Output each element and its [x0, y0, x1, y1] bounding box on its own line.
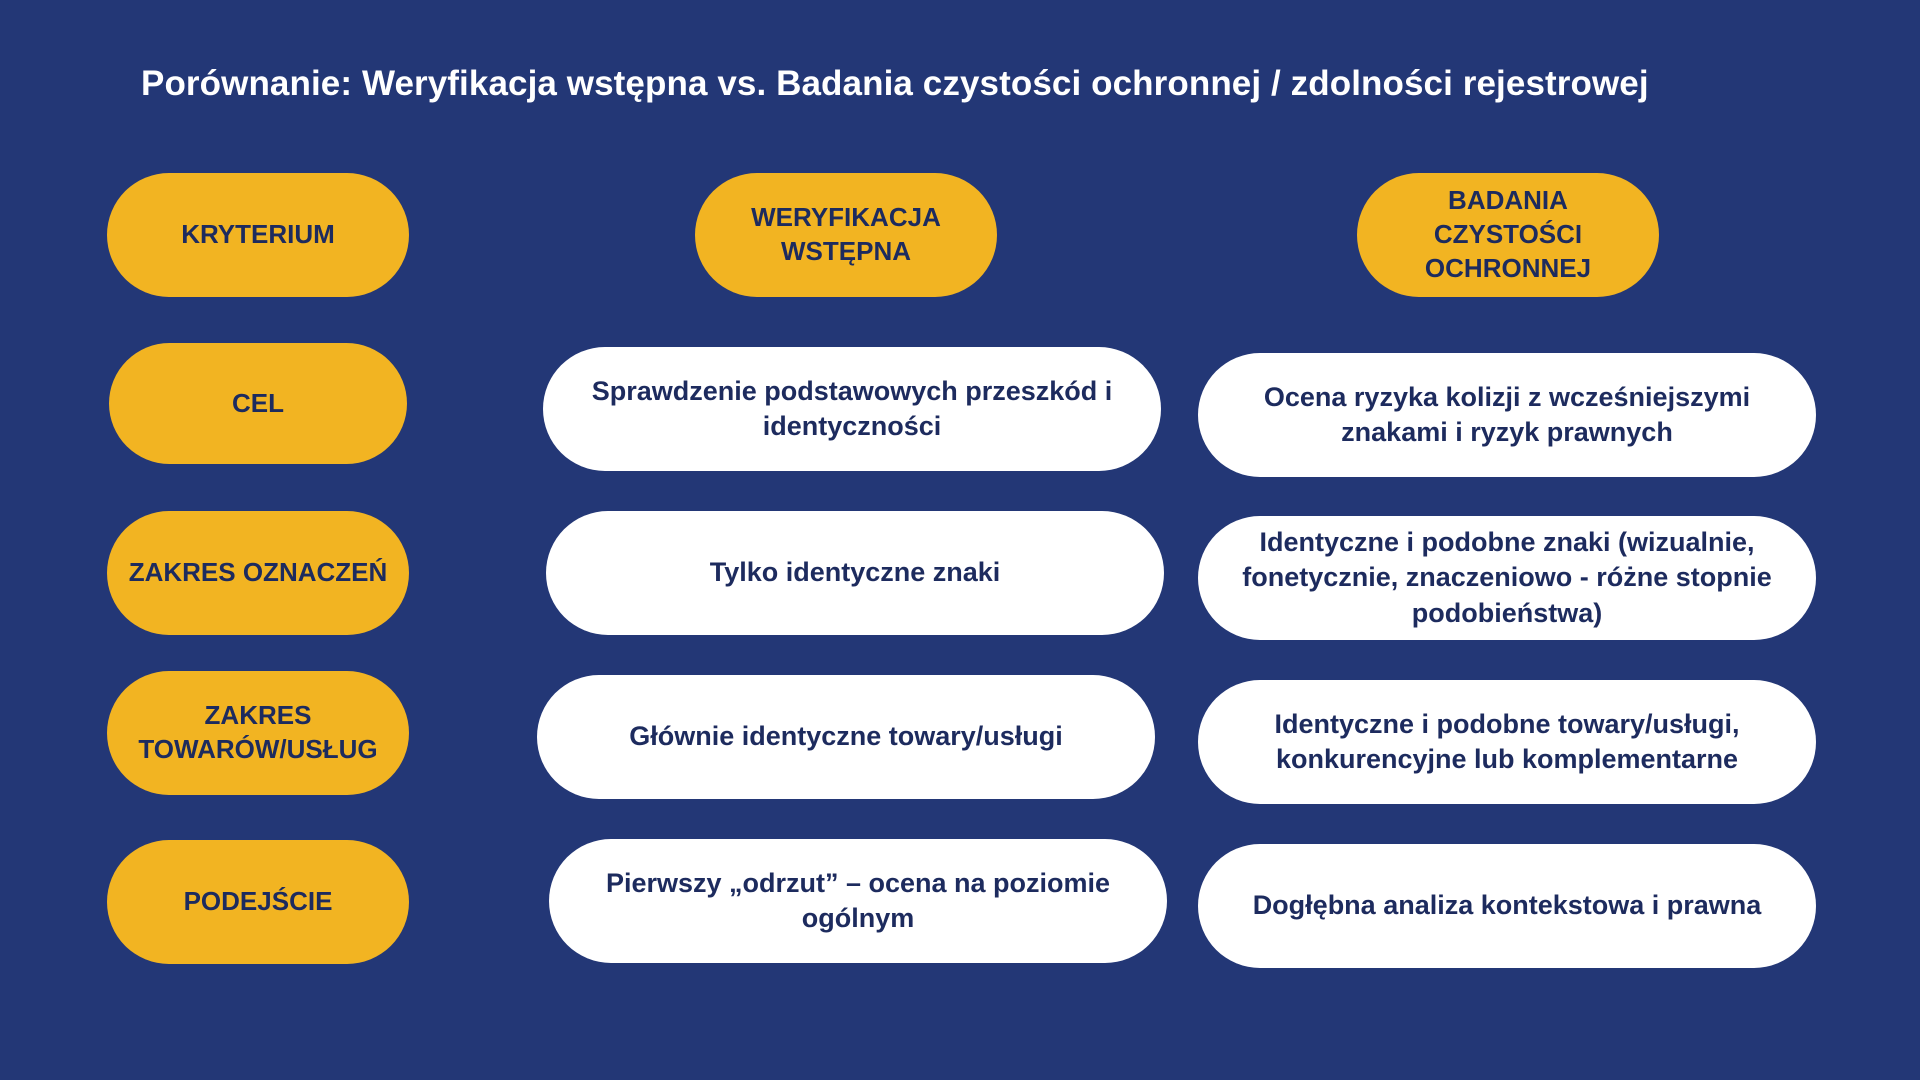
header-criterion: KRYTERIUM	[107, 173, 409, 297]
preliminary-cell-cel: Sprawdzenie podstawowych przeszkód i identyczności	[543, 347, 1161, 471]
preliminary-cell-podejscie: Pierwszy „odrzut” – ocena na poziomie ogólnym	[549, 839, 1167, 963]
header-preliminary: WERYFIKACJA WSTĘPNA	[695, 173, 997, 297]
criterion-zakres-towarow-uslug: ZAKRES TOWARÓW/USŁUG	[107, 671, 409, 795]
clearance-cell-podejscie: Dogłębna analiza kontekstowa i prawna	[1198, 844, 1816, 968]
page-title: Porównanie: Weryfikacja wstępna vs. Badania czystości ochronnej / zdolności rejestrowej	[141, 64, 1649, 103]
clearance-cell-cel: Ocena ryzyka kolizji z wcześniejszymi znakami i ryzyk prawnych	[1198, 353, 1816, 477]
criterion-cel: CEL	[109, 343, 407, 464]
clearance-cell-zakres-towarow-uslug: Identyczne i podobne towary/usługi, konkurencyjne lub komplementarne	[1198, 680, 1816, 804]
preliminary-cell-zakres-towarow-uslug: Głównie identyczne towary/usługi	[537, 675, 1155, 799]
clearance-cell-zakres-oznaczen: Identyczne i podobne znaki (wizualnie, fonetycznie, znaczeniowo - różne stopnie podobieństwa)	[1198, 516, 1816, 640]
criterion-podejscie: PODEJŚCIE	[107, 840, 409, 964]
criterion-zakres-oznaczen: ZAKRES OZNACZEŃ	[107, 511, 409, 635]
header-clearance: BADANIA CZYSTOŚCI OCHRONNEJ	[1357, 173, 1659, 297]
preliminary-cell-zakres-oznaczen: Tylko identyczne znaki	[546, 511, 1164, 635]
